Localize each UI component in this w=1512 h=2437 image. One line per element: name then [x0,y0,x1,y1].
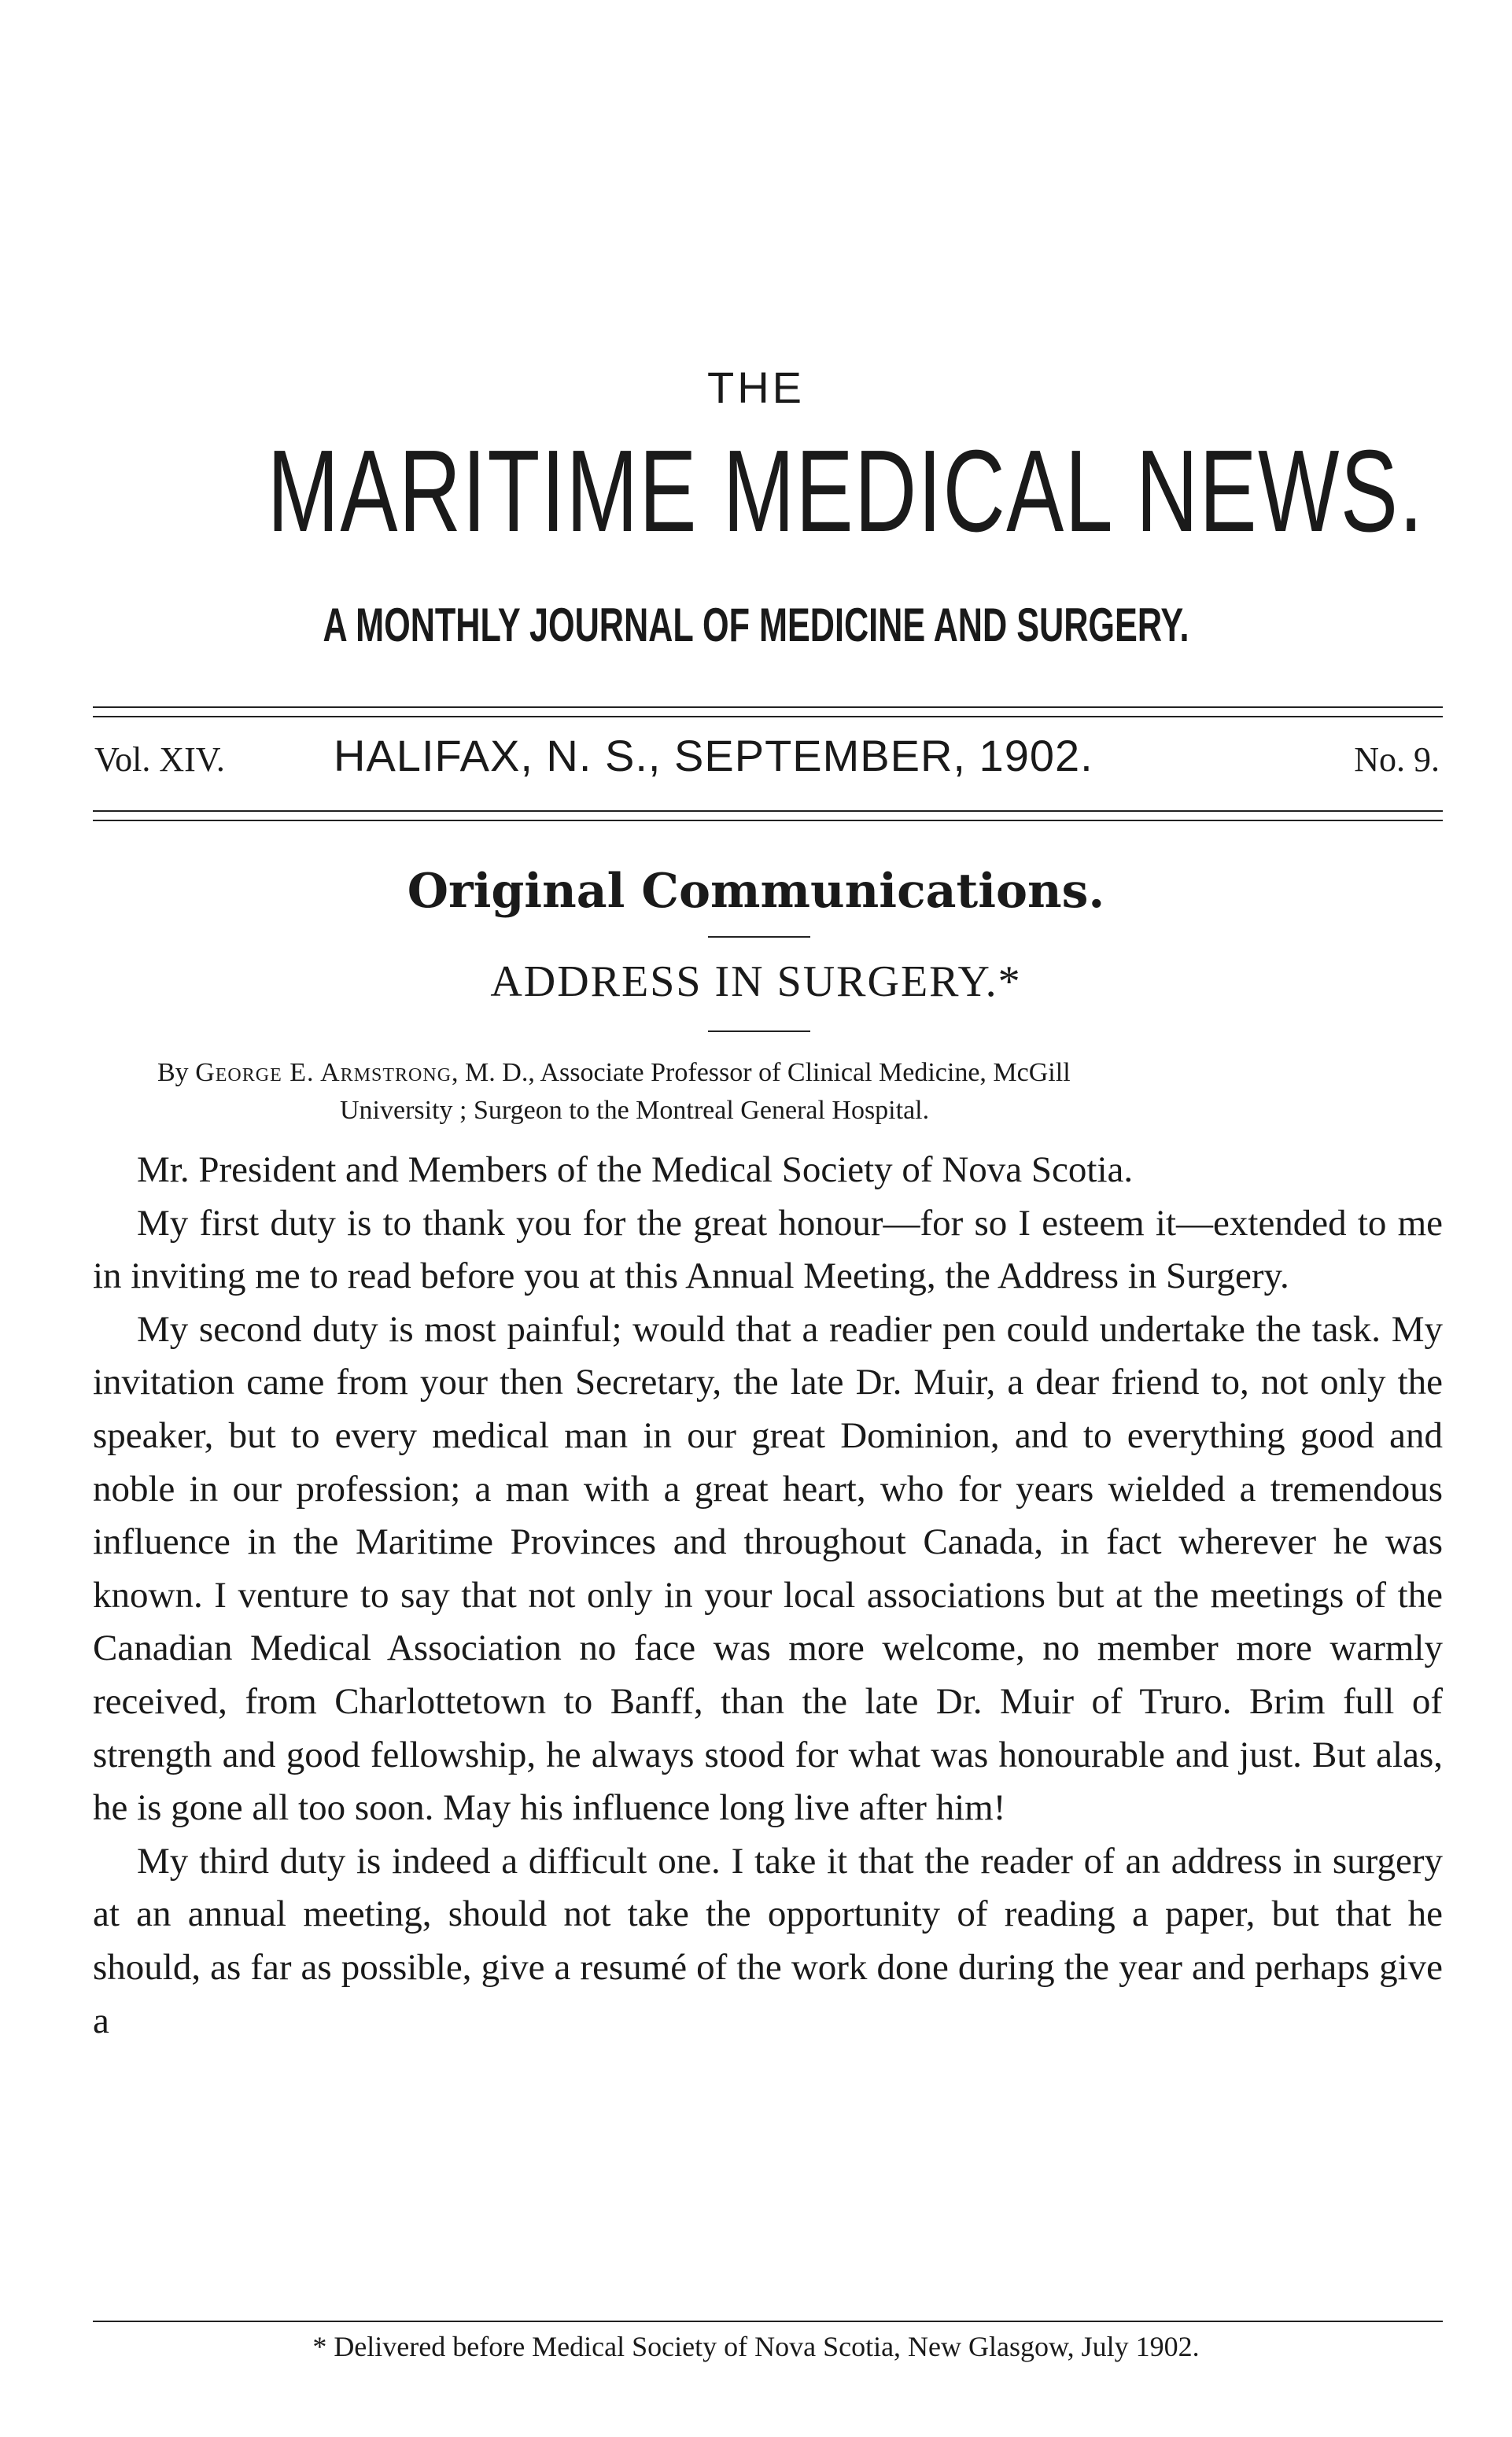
byline-prefix: By [157,1058,189,1087]
place-date: HALIFAX, N. S., SEPTEMBER, 1902. [334,731,1093,780]
author-credentials: , M. D., Associate Professor of Clinical Medicine, McGill [452,1058,1071,1087]
issue-number: No. 9. [1354,740,1440,779]
author-credentials-continued: University ; Surgeon to the Montreal General Hospital. [340,1096,930,1125]
paragraph: My first duty is to thank you for the great honour—for so I esteem it—extended to me in inviting me to read before you at this Annual Meeting, the Address in Surgery. [93,1202,1443,1297]
header-rule-bottom-double [93,820,1443,821]
byline [157,1054,1447,1130]
journal-masthead: MARITIME MEDICAL NEWS. [267,426,1425,556]
section-title: Original Communications. [407,864,1105,919]
header-rule-bottom [93,810,1443,812]
title-short-rule [708,1030,810,1032]
paragraph: My third duty is indeed a difficult one. I take it that the reader of an address in surgery at an annual meeting, should not take the opportunity of reading a paper, but that he should, as far as possible, give a resumé of the work done during the year and perhaps give a [93,1840,1443,2041]
footnote-rule [93,2321,1443,2322]
volume-label: Vol. XIV. [94,740,225,779]
footnote: * Delivered before Medical Society of Nova Scotia, New Glasgow, July 1902. [312,2331,1200,2362]
article-body [93,1144,1443,2048]
author-name: George E. Armstrong [195,1058,452,1087]
section-short-rule [708,936,810,938]
header-rule-top-double [93,716,1443,717]
header-rule-top [93,706,1443,708]
paragraph: My second duty is most painful; would that a readier pen could undertake the task. My invitation came from your then Secretary, the late Dr. Muir, a dear friend to, not only the speaker, but to every medical man in our great Dominion, and to everything good and noble in our profession; a man with a great heart, who for years wielded a tremendous influence in the Maritime Provinces and throughout Canada, in fact wherever he was known. I venture to say that not only in your local associations but at the meetings of the Canadian Medical Association no face was more welcome, no member more warmly received, from Charlottetown to Banff, than the late Dr. Muir of Truro. Brim full of strength and good fellowship, he always stood for what was honourable and just. But alas, he is gone all too soon. May his influence long live after him! [93,1308,1443,1829]
paragraph: Mr. President and Members of the Medical Society of Nova Scotia. [137,1149,1134,1190]
journal-subtitle: A MONTHLY JOURNAL OF MEDICINE AND SURGERY. [323,599,1189,651]
journal-article-word: THE [707,363,805,412]
issue-line [93,730,1443,793]
article-title: ADDRESS IN SURGERY.* [490,957,1022,1006]
